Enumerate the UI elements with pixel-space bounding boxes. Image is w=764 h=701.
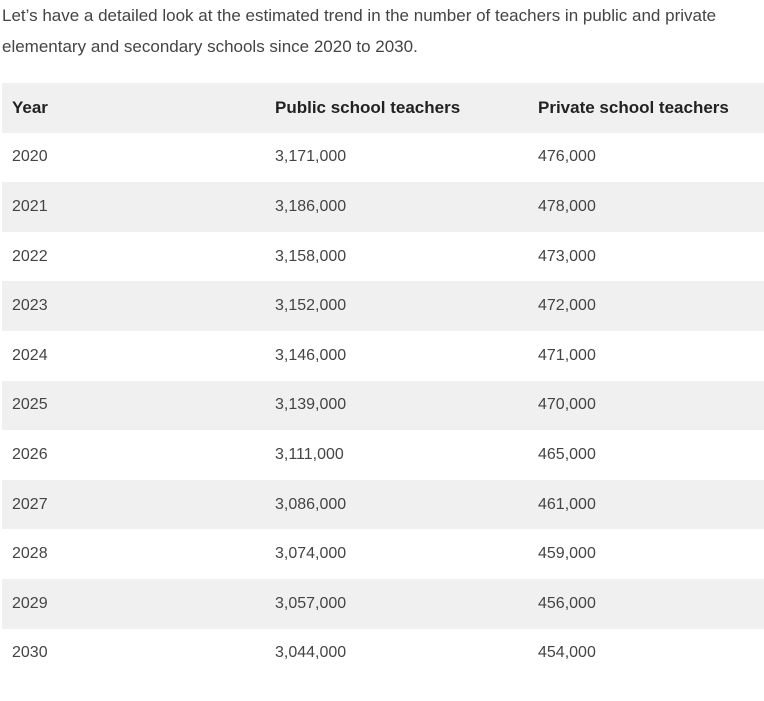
table-row: [2, 232, 764, 282]
cell-public-teachers: 3,111,000: [275, 445, 344, 463]
cell-private-teachers: 471,000: [538, 346, 596, 364]
table-row: [2, 182, 764, 232]
cell-public-teachers: 3,139,000: [275, 396, 347, 414]
cell-public-teachers: 3,158,000: [275, 247, 347, 265]
cell-private-teachers: 456,000: [538, 594, 596, 612]
cell-year: 2027: [12, 495, 48, 513]
table-row: [2, 281, 764, 331]
cell-private-teachers: 461,000: [538, 495, 596, 513]
cell-public-teachers: 3,152,000: [275, 297, 347, 315]
cell-private-teachers: 470,000: [538, 396, 596, 414]
cell-private-teachers: 478,000: [538, 197, 596, 215]
table-row: [2, 579, 764, 629]
cell-public-teachers: 3,186,000: [275, 197, 347, 215]
cell-year: 2026: [12, 445, 48, 463]
cell-public-teachers: 3,057,000: [275, 594, 347, 612]
table-row: [2, 133, 764, 183]
cell-year: 2029: [12, 594, 48, 612]
cell-private-teachers: 454,000: [538, 644, 596, 662]
table-row: [2, 480, 764, 530]
cell-year: 2023: [12, 297, 48, 315]
cell-public-teachers: 3,074,000: [275, 545, 347, 563]
cell-private-teachers: 476,000: [538, 148, 596, 166]
table-row: [2, 629, 764, 679]
header-year: Year: [12, 97, 48, 117]
table-body: [2, 133, 764, 679]
header-public-teachers: Public school teachers: [275, 97, 461, 117]
cell-year: 2021: [12, 197, 48, 215]
cell-year: 2024: [12, 346, 48, 364]
cell-year: 2022: [12, 247, 48, 265]
table-row: [2, 529, 764, 579]
cell-private-teachers: 472,000: [538, 297, 596, 315]
cell-private-teachers: 473,000: [538, 247, 596, 265]
cell-private-teachers: 459,000: [538, 545, 596, 563]
table-row: [2, 381, 764, 431]
table-header-row: [2, 83, 764, 133]
cell-public-teachers: 3,146,000: [275, 346, 347, 364]
intro-paragraph: Let’s have a detailed look at the estimated trend in the number of teachers in public and private elementary and secondary schools since 2020 to 2030.: [2, 6, 717, 56]
table-row: [2, 430, 764, 480]
cell-year: 2025: [12, 396, 48, 414]
cell-year: 2030: [12, 644, 48, 662]
teachers-table: [2, 83, 764, 678]
cell-public-teachers: 3,171,000: [275, 148, 347, 166]
header-private-teachers: Private school teachers: [538, 97, 729, 117]
cell-public-teachers: 3,044,000: [275, 644, 347, 662]
cell-year: 2020: [12, 148, 48, 166]
cell-public-teachers: 3,086,000: [275, 495, 347, 513]
table-row: [2, 331, 764, 381]
cell-year: 2028: [12, 545, 48, 563]
cell-private-teachers: 465,000: [538, 445, 596, 463]
